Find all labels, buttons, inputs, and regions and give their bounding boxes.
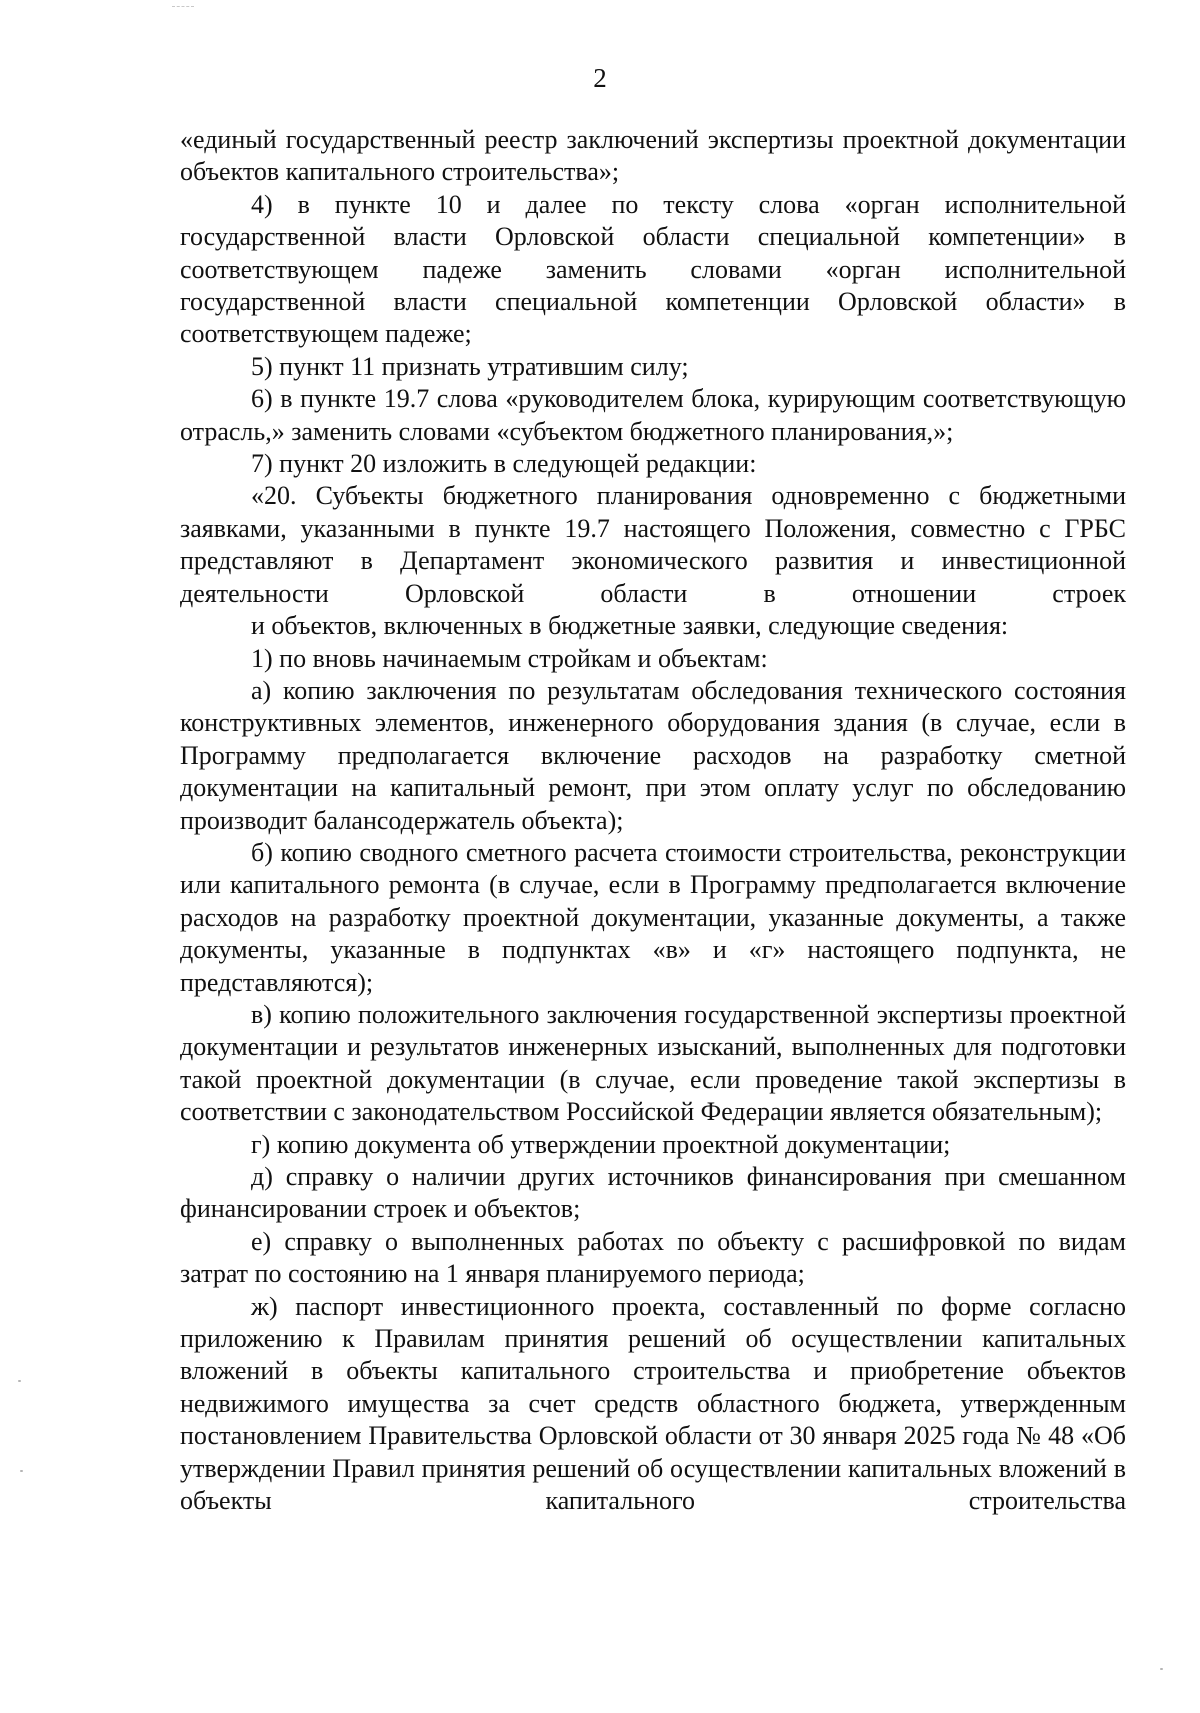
paragraph: и объектов, включенных в бюджетные заявки, следующие сведения: <box>251 611 1009 641</box>
paragraph: а) копию заключения по результатам обследования технического состояния конструктивных элементов, инженерного оборудования здания (в случае, если в Программу предполагается включение расходов на разработку сметной документации на капитальный ремонт, при этом оплату услуг по обследованию производит балансодержатель объекта); <box>180 675 1126 835</box>
paragraph: е) справку о выполненных работах по объекту с расшифровкой по видам затрат по состоянию на 1 января планируемого периода; <box>180 1226 1126 1289</box>
document-body <box>180 124 1126 1517</box>
scan-artifact <box>18 1380 21 1382</box>
paragraph: 6) в пункте 19.7 слова «руководителем блока, курирующим соответствующую отрасль,» заменить словами «субъектом бюджетного планирования,»; <box>180 384 1126 446</box>
paragraph: д) справку о наличии других источников финансирования при смешанном финансировании строек и объектов; <box>180 1162 1126 1224</box>
scan-artifact <box>1160 1668 1163 1670</box>
paragraph: 1) по вновь начинаемым стройкам и объектам: <box>251 643 768 673</box>
paragraph: 4) в пункте 10 и далее по тексту слова «орган исполнительной государственной власти Орловской области специальной компетенции» в соответствующем падеже заменить словами «орган исполнительной государственной власти специальной компетенции Орловской области» в соответствующем падеже; <box>180 189 1126 349</box>
paragraph: в) копию положительного заключения государственной экспертизы проектной документации и результатов инженерных изысканий, выполненных для подготовки такой проектной документации (в случае, если проведение такой экспертизы в соответствии с законодательством Российской Федерации является обязательным); <box>180 999 1126 1127</box>
paragraph: «единый государственный реестр заключений экспертизы проектной документации объектов капитального строительства»; <box>180 125 1126 187</box>
paragraph: 7) пункт 20 изложить в следующей редакции: <box>251 449 757 479</box>
scan-artifact <box>20 1470 23 1472</box>
paragraph: 5) пункт 11 признать утратившим силу; <box>251 351 689 381</box>
paragraph: г) копию документа об утверждении проектной документации; <box>251 1129 951 1159</box>
paragraph: «20. Субъекты бюджетного планирования одновременно с бюджетными заявками, указанными в пункте 19.7 настоящего Положения, совместно с ГРБС представляют в Департамент экономического развития и инвестиционной деятельности Орловской области в отношении строек <box>180 481 1126 608</box>
page-number: 2 <box>593 63 607 93</box>
paragraph: б) копию сводного сметного расчета стоимости строительства, реконструкции или капитального ремонта (в случае, если в Программу предполагается включение расходов на разработку проектной документации, указанные документы, а также документы, указанные в подпунктах «в» и «г» настоящего подпункта, не представляются); <box>180 837 1126 997</box>
paragraph: ж) паспорт инвестиционного проекта, составленный по форме согласно приложению к Правилам принятия решений об осуществлении капитальных вложений в объекты капитального строительства и приобретение объектов недвижимого имущества за счет средств областного бюджета, утвержденным постановлением Правительства Орловской области от 30 января 2025 года № 48 «Об утверждении Правил принятия решений об осуществлении капитальных вложений в объекты капитального строительства <box>180 1291 1126 1516</box>
scan-artifact <box>172 6 194 8</box>
